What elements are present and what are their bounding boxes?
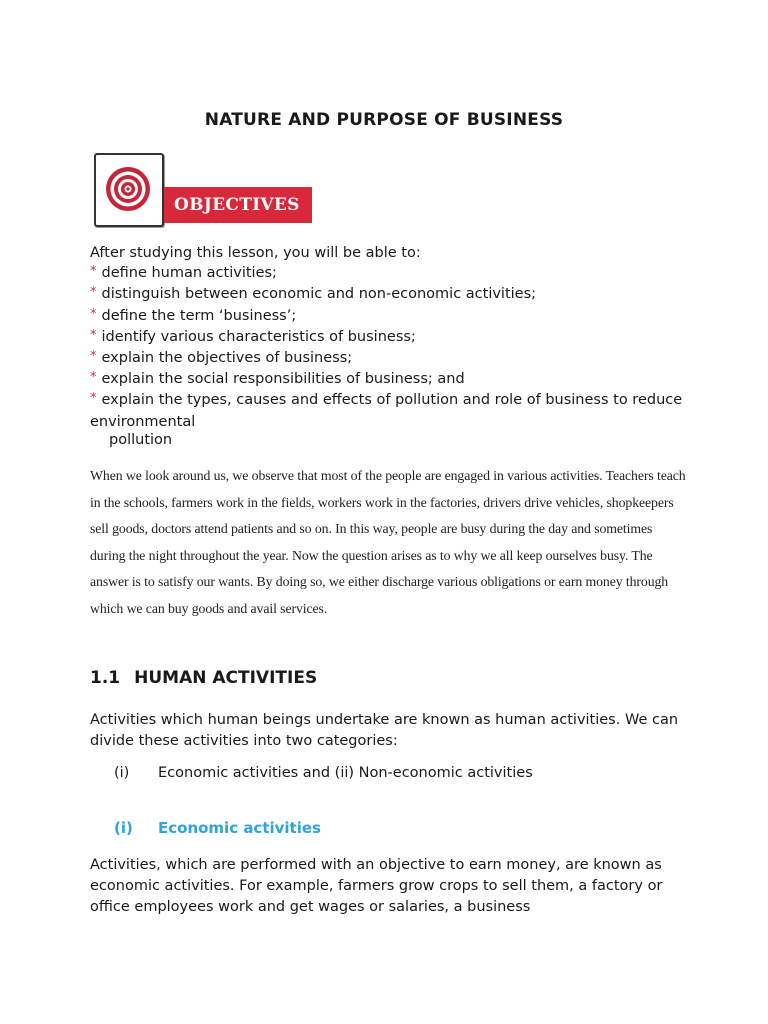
category-text: Economic activities and (ii) Non-economic activities <box>158 765 533 781</box>
objectives-intro: After studying this lesson, you will be able to: <box>90 245 421 261</box>
category-numeral: (i) <box>114 765 130 781</box>
intro-paragraph: When we look around us, we observe that most of the people are engaged in various activities. Teachers teach in the schools, farmers work in the fields, workers work in the factories, drivers drive vehicles, shopkeepers sell goods, doctors attend patients and so on. In this way, people are busy during the day and sometimes during the night throughout the year. Now the question arises as to why we all keep ourselves busy. The answer is to satisfy our wants. By doing so, we either discharge various obligations or earn money through which we can buy goods and avail services. <box>90 468 686 616</box>
list-item: * explain the types, causes and effects of pollution and role of business to reduce environmental pollution <box>90 390 690 450</box>
subsection-title: Economic activities <box>158 819 321 837</box>
asterisk-icon: * <box>90 370 97 386</box>
category-line <box>114 765 533 781</box>
objective-continuation: pollution <box>109 431 173 448</box>
asterisk-icon: * <box>90 327 97 343</box>
asterisk-icon: * <box>90 349 97 365</box>
subsection-paragraph: Activities, which are performed with an objective to earn money, are known as economic activities. For example, farmers grow crops to sell them, a factory or office employees work and get wages or salaries, a business <box>90 857 663 915</box>
asterisk-icon: * <box>90 264 97 280</box>
asterisk-icon: * <box>90 306 97 322</box>
objectives-banner <box>94 153 314 227</box>
asterisk-icon: * <box>90 285 97 301</box>
section-paragraph: Activities which human beings undertake are known as human activities. We can divide these activities into two categories: <box>90 712 679 749</box>
list-item: * explain the objectives of business; <box>90 349 353 367</box>
asterisk-icon: * <box>90 391 97 407</box>
section-title: HUMAN ACTIVITIES <box>134 668 318 688</box>
list-item: * define human activities; <box>90 264 277 282</box>
list-item: * identify various characteristics of business; <box>90 327 416 345</box>
subsection-numeral: (i) <box>114 819 133 837</box>
objectives-label: OBJECTIVES <box>164 187 312 223</box>
document-title: NATURE AND PURPOSE OF BUSINESS <box>204 110 564 130</box>
list-item: * explain the social responsibilities of business; and <box>90 370 465 388</box>
target-icon <box>105 166 151 212</box>
objectives-list <box>90 263 690 450</box>
objectives-icon-box <box>94 153 164 227</box>
section-heading <box>90 668 317 688</box>
list-item: * define the term ‘business’; <box>90 306 297 324</box>
subsection-heading <box>114 819 321 837</box>
list-item: * distinguish between economic and non-economic activities; <box>90 285 537 303</box>
objectives-section <box>90 243 690 450</box>
section-number: 1.1 <box>90 668 121 688</box>
